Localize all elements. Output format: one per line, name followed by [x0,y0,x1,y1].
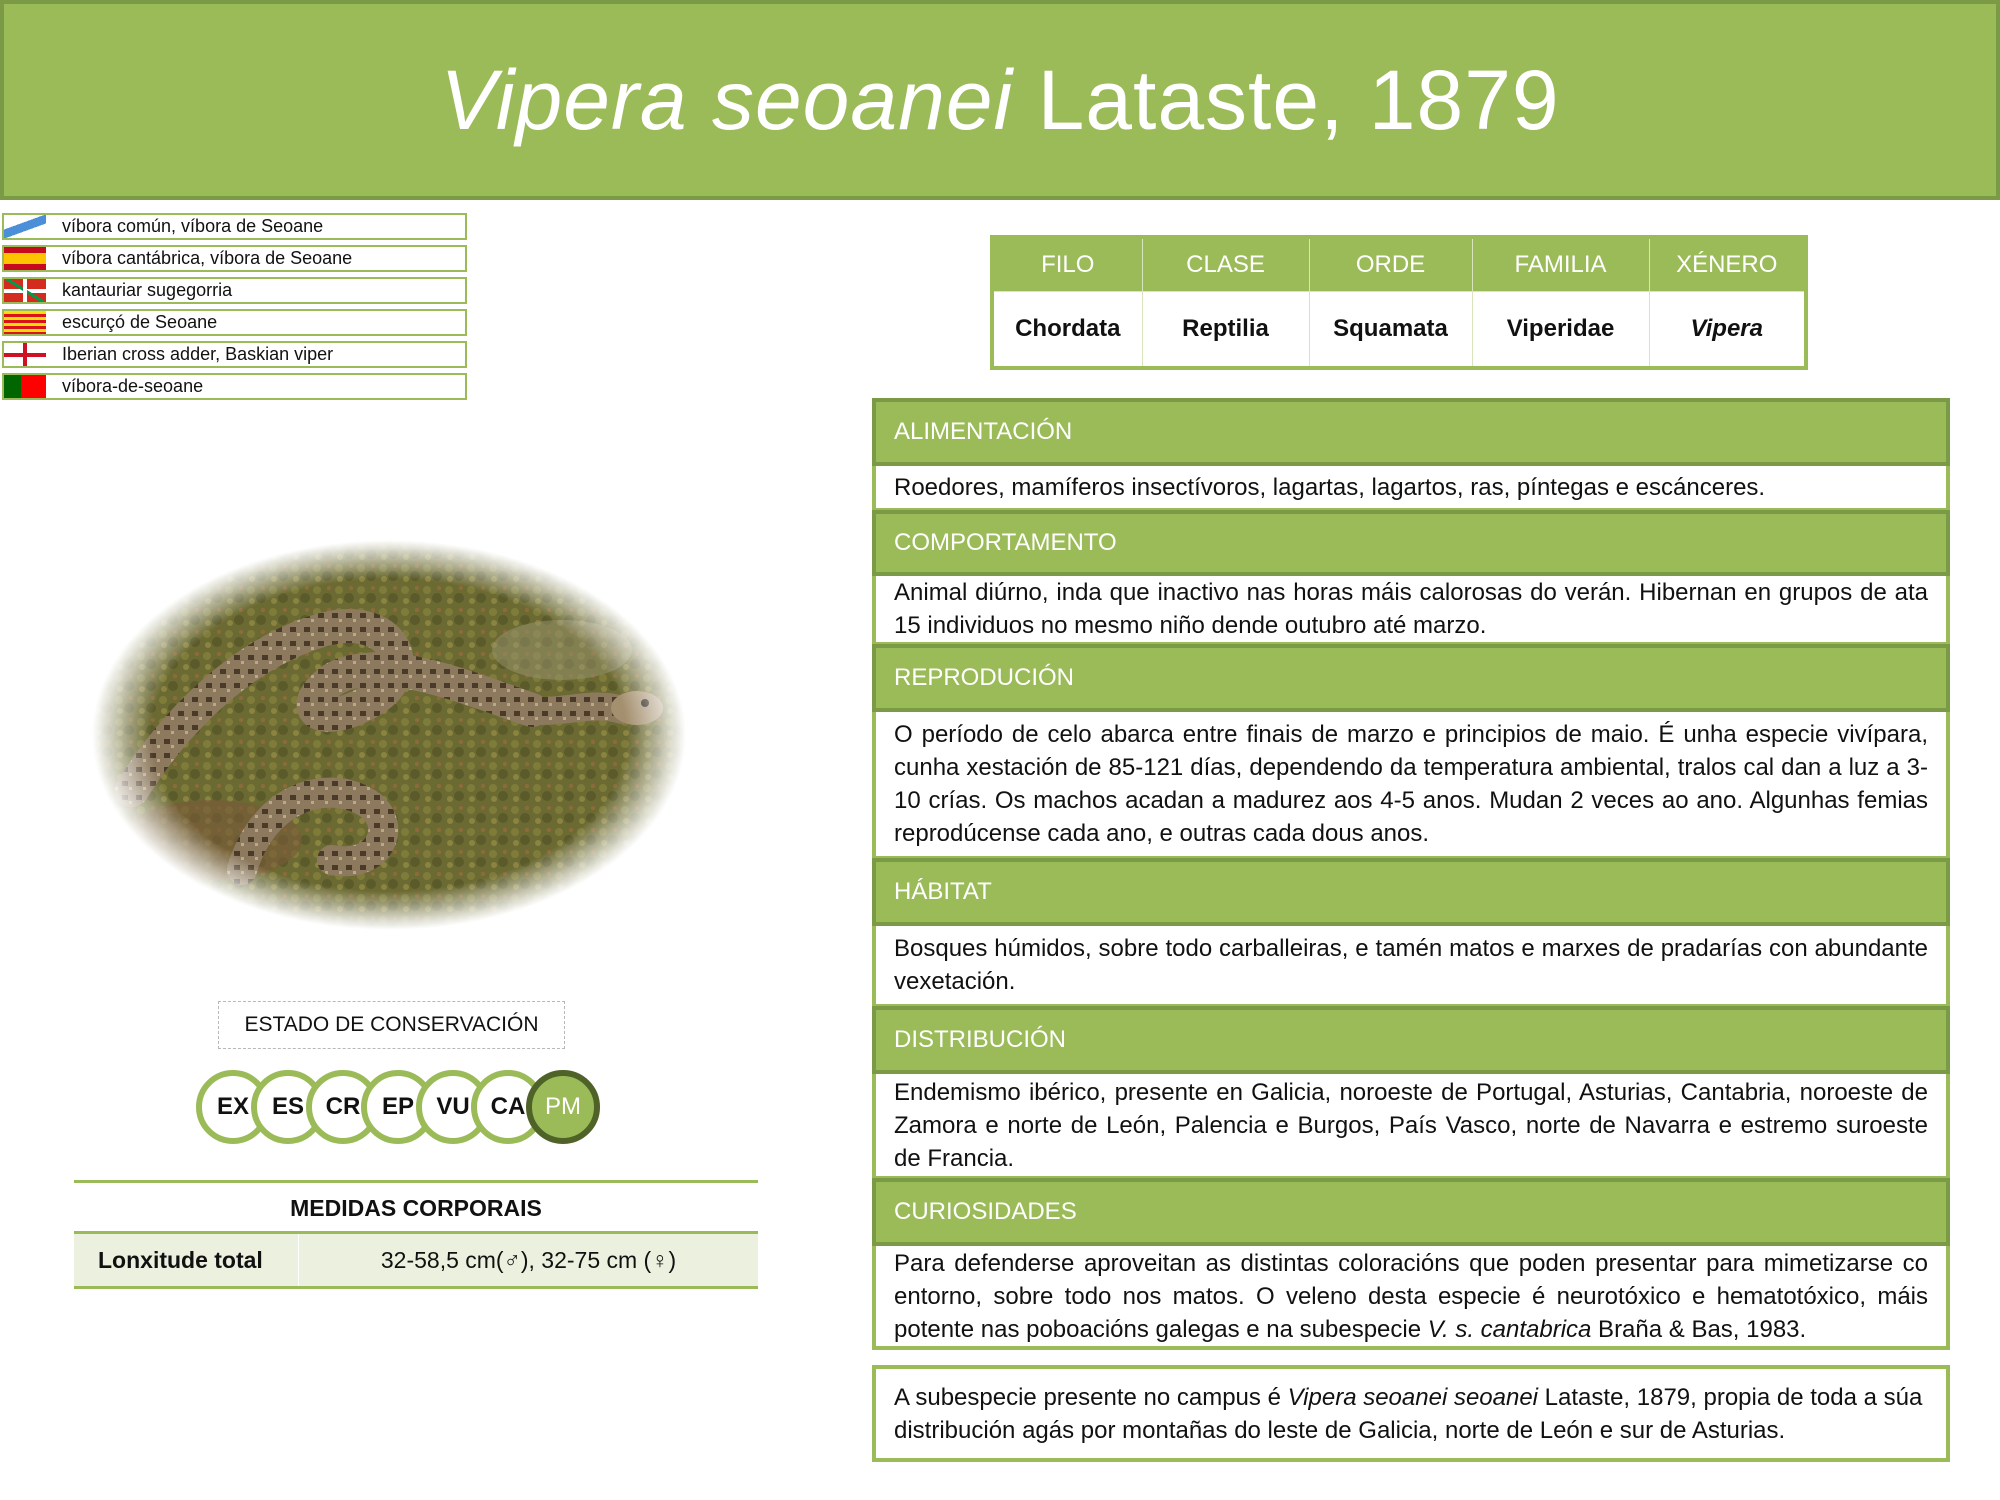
basque-flag-icon [4,279,46,302]
page-title [440,52,1559,149]
taxonomy-header-xenero: XÉNERO [1649,237,1806,292]
note-text-part: A subespecie presente no campus é [894,1384,1288,1411]
section-habitat-text: Bosques húmidos, sobre todo carballeiras, e tamén matos e marxes de pradarías con abundante vexetación. [894,935,1928,995]
taxonomy-value-filo: Chordata [992,292,1142,368]
common-name-text: víbora cantábrica, víbora de Seoane [62,248,353,268]
catalonia-flag-icon [4,311,46,334]
conservation-title: ESTADO DE CONSERVACIÓN [218,1001,565,1049]
section-distribucion-header: DISTRIBUCIÓN [872,1006,1950,1074]
section-curiosidades-body [872,1246,1950,1350]
common-names-list [2,213,467,405]
curiosidades-text-part: Braña & Bas, 1983. [1591,1315,1807,1343]
taxonomy-value-row [992,292,1806,368]
common-name-text: víbora común, víbora de Seoane [62,216,324,236]
title-banner [0,0,2000,200]
conservation-ca: CA [471,1070,545,1144]
section-distribucion-text: Endemismo ibérico, presente en Galicia, noroeste de Portugal, Asturias, Cantabria, noroeste de Zamora e norte de León, Palencia e Burgos, País Vasco, norte de Navarra e estremo suroeste de Francia. [894,1078,1928,1172]
curiosidades-text-part: Para defenderse aproveitan as distintas coloracións que poden presentar para mimetizarse co entorno, sobre todo nos matos. O veleno desta especie é neurotóxico e hematotóxico, máis potente nas poboacións galegas e na subespecie [894,1249,1928,1343]
taxonomy-table [990,235,1808,370]
genus-italic: Vipera [1690,315,1763,343]
conservation-cr: CR [306,1070,380,1144]
measurements-title: MEDIDAS CORPORAIS [74,1180,758,1234]
subspecies-note-text [894,1381,1928,1447]
subspecies-italic: V. s. cantabrica [1427,1315,1592,1343]
spain-flag-icon [4,247,46,270]
species-author: Lataste, 1879 [1037,52,1560,147]
common-name-text: escurçó de Seoane [62,312,218,332]
measurement-value: 32-58,5 cm(♂), 32-75 cm (♀) [380,1247,677,1273]
note-text-part: Lataste, 1879, propia de toda a súa distribución agás por montañas do leste de Galicia, norte de León e sur de Asturias. [894,1384,1923,1444]
section-comportamento-text: Animal diúrno, inda que inactivo nas horas máis calorosas do verán. Hibernan en grupos de ata 15 individuos no mesmo niño dende outubro até marzo. [894,579,1928,639]
conservation-es: ES [251,1070,325,1144]
section-comportamento-header: COMPORTAMENTO [872,510,1950,576]
conservation-vu: VU [416,1070,490,1144]
measurement-label: Lonxitude total [74,1234,299,1286]
taxonomy-value-clase: Reptilia [1142,292,1309,368]
section-habitat-header: HÁBITAT [872,858,1950,926]
snake-photo [92,540,687,930]
measurements-table [74,1180,758,1289]
common-name-text: kantauriar sugegorria [62,280,233,300]
section-alimentacion-body [872,466,1950,512]
section-reproducion-header: REPRODUCIÓN [872,644,1950,712]
conservation-pm-selected: PM [526,1070,600,1144]
common-name-text: Iberian cross adder, Baskian viper [62,344,334,364]
common-name-row [2,245,467,272]
section-habitat-body [872,926,1950,1008]
species-name: Vipera seoanei [440,52,1014,147]
taxonomy-value-xenero [1649,292,1806,368]
taxonomy-header-familia: FAMILIA [1472,237,1649,292]
common-name-row [2,341,467,368]
common-name-row [2,373,467,400]
note-species-italic: Vipera seoanei seoanei [1287,1384,1539,1411]
galicia-flag-icon [4,215,46,238]
common-name-row [2,277,467,304]
taxonomy-value-familia: Viperidae [1472,292,1649,368]
taxonomy-header-orde: ORDE [1309,237,1472,292]
common-name-row [2,309,467,336]
subspecies-note [872,1365,1950,1462]
common-name-text: víbora-de-seoane [62,376,204,396]
section-comportamento-body [872,576,1950,646]
conservation-ex: EX [196,1070,270,1144]
england-flag-icon [4,343,46,366]
common-name-row [2,213,467,240]
conservation-ep: EP [361,1070,435,1144]
taxonomy-header-row [992,237,1806,292]
section-reproducion-body [872,712,1950,860]
conservation-scale [196,1070,606,1146]
taxonomy-header-clase: CLASE [1142,237,1309,292]
section-distribucion-body [872,1074,1950,1180]
taxonomy-value-orde: Squamata [1309,292,1472,368]
section-reproducion-text: O período de celo abarca entre finais de marzo e principios de maio. É unha especie vivípara, cunha xestación de 85-121 días, dependendo da temperatura ambiental, tralos cal dan a luz a 3-10 crías. Os machos acadan a madurez aos 4-5 anos. Mudan 2 veces ao ano. Algunhas femias reprodúcense cada ano, e outras cada dous anos. [894,721,1928,847]
section-curiosidades-header: CURIOSIDADES [872,1178,1950,1246]
section-alimentacion-text: Roedores, mamíferos insectívoros, lagartas, lagartos, ras, píntegas e escánceres. [894,473,1766,501]
portugal-flag-icon [4,375,46,398]
section-alimentacion-header: ALIMENTACIÓN [872,398,1950,466]
section-curiosidades-text [894,1247,1928,1346]
taxonomy-header-filo: FILO [992,237,1142,292]
measurements-row [74,1234,758,1289]
